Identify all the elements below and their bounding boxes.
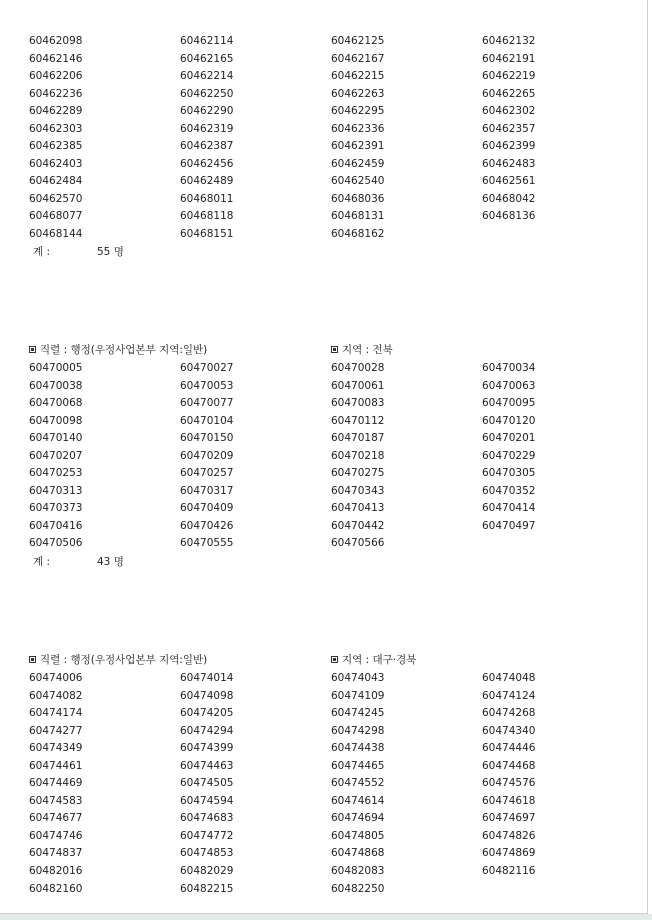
id-cell: 60470028	[331, 362, 385, 374]
id-cell: 60470343	[331, 484, 385, 497]
region-label: 지역 : 대구·경북	[342, 654, 417, 666]
total-label: 계 :	[33, 246, 51, 258]
id-cell: 60474614	[331, 794, 385, 807]
id-cell: 60470352	[482, 484, 536, 497]
id-cell: 60462489	[180, 175, 234, 188]
id-cell: 60474399	[180, 742, 234, 755]
id-cell: 60468118	[180, 210, 234, 223]
id-cell: 60474505	[180, 777, 234, 790]
id-cell: 60474438	[331, 742, 385, 755]
id-cell: 60462387	[180, 140, 234, 153]
id-cell: 60474043	[331, 672, 385, 684]
id-cell: 60470218	[331, 449, 385, 462]
id-cell: 60470313	[29, 484, 83, 497]
id-cell: 60474205	[180, 707, 234, 720]
id-cell: 60474583	[29, 794, 83, 807]
id-cell: 60470426	[180, 519, 234, 532]
id-cell: 60474576	[482, 777, 536, 790]
id-cell: 60470120	[482, 414, 536, 427]
id-cell: 60462385	[29, 140, 83, 153]
id-cell: 60474694	[331, 812, 385, 825]
id-cell: 60468162	[331, 228, 385, 241]
id-cell: 60470201	[482, 432, 536, 445]
id-cell: 60474853	[180, 847, 234, 860]
id-cell: 60470005	[29, 362, 83, 374]
id-cell: 60468131	[331, 210, 385, 223]
id-cell: 60474837	[29, 847, 83, 860]
id-cell: 60470209	[180, 449, 234, 462]
id-cell: 60462459	[331, 157, 385, 170]
id-cell: 60470442	[331, 519, 385, 532]
id-cell: 60474048	[482, 672, 536, 684]
id-cell: 60470409	[180, 502, 234, 515]
id-cell: 60462456	[180, 157, 234, 170]
id-cell: 60470555	[180, 537, 234, 550]
total-row	[33, 244, 124, 259]
id-cell: 60474869	[482, 847, 536, 860]
id-cell: 60470187	[331, 432, 385, 445]
id-cell: 60462399	[482, 140, 536, 153]
id-cell: 60462125	[331, 35, 385, 47]
id-cell: 60474174	[29, 707, 83, 720]
id-cell: 60470063	[482, 379, 536, 392]
id-cell: 60470034	[482, 362, 536, 374]
id-cell: 60474772	[180, 829, 234, 842]
id-cell: 60470095	[482, 397, 536, 410]
region-label: 지역 : 전북	[342, 344, 393, 356]
id-cell: 60474461	[29, 759, 83, 772]
id-cell: 60462214	[180, 70, 234, 83]
id-cell: 60468036	[331, 192, 385, 205]
id-cell: 60474268	[482, 707, 536, 720]
id-cell: 60462295	[331, 105, 385, 118]
id-cell: 60470027	[180, 362, 234, 374]
id-cell: 60470414	[482, 502, 536, 515]
id-cell: 60474109	[331, 689, 385, 702]
id-cell: 60474826	[482, 829, 536, 842]
id-cell: 60470305	[482, 467, 536, 480]
total-count: 43 명	[97, 556, 124, 568]
id-cell: 60470566	[331, 537, 385, 550]
id-cell: 60474677	[29, 812, 83, 825]
id-cell: 60470275	[331, 467, 385, 480]
id-cell: 60474594	[180, 794, 234, 807]
id-cell: 60474098	[180, 689, 234, 702]
id-cell: 60474552	[331, 777, 385, 790]
id-cell: 60462132	[482, 35, 536, 47]
id-cell: 60470112	[331, 414, 385, 427]
id-cell: 60470140	[29, 432, 83, 445]
total-count: 55 명	[97, 246, 124, 258]
id-cell: 60482250	[331, 882, 385, 895]
id-cell: 60474006	[29, 672, 83, 684]
page-border	[647, 0, 648, 913]
id-cell: 60468136	[482, 210, 536, 223]
id-cell: 60462540	[331, 175, 385, 188]
id-cell: 60482016	[29, 865, 83, 878]
id-cell: 60468151	[180, 228, 234, 241]
section-header-right	[331, 652, 416, 667]
id-cell: 60462236	[29, 87, 83, 100]
square-bullet-icon	[29, 656, 36, 663]
id-cell: 60462265	[482, 87, 536, 100]
id-cell: 60474465	[331, 759, 385, 772]
id-cell: 60462336	[331, 122, 385, 135]
id-cell: 60462250	[180, 87, 234, 100]
total-label: 계 :	[33, 556, 51, 568]
id-cell: 60482029	[180, 865, 234, 878]
id-cell: 60470416	[29, 519, 83, 532]
id-cell: 60462561	[482, 175, 536, 188]
id-cell: 60462302	[482, 105, 536, 118]
id-cell: 60462263	[331, 87, 385, 100]
id-cell: 60474446	[482, 742, 536, 755]
id-cell: 60470150	[180, 432, 234, 445]
id-cell: 60470317	[180, 484, 234, 497]
id-cell: 60474298	[331, 724, 385, 737]
id-cell: 60474463	[180, 759, 234, 772]
id-cell: 60462206	[29, 70, 83, 83]
id-cell: 60462483	[482, 157, 536, 170]
id-cell: 60470068	[29, 397, 83, 410]
id-cell: 60482116	[482, 865, 536, 878]
id-cell: 60474468	[482, 759, 536, 772]
id-cell: 60474868	[331, 847, 385, 860]
id-cell: 60462289	[29, 105, 83, 118]
id-cell: 60462403	[29, 157, 83, 170]
id-cell: 60482083	[331, 865, 385, 878]
id-grid	[29, 34, 633, 245]
page-gap	[0, 914, 652, 920]
square-bullet-icon	[331, 346, 338, 353]
id-cell: 60470413	[331, 502, 385, 515]
id-cell: 60474245	[331, 707, 385, 720]
section-header-right	[331, 342, 393, 357]
id-cell: 60470061	[331, 379, 385, 392]
id-cell: 60470373	[29, 502, 83, 515]
id-cell: 60474294	[180, 724, 234, 737]
id-cell: 60470083	[331, 397, 385, 410]
id-cell: 60470098	[29, 414, 83, 427]
id-cell: 60474746	[29, 829, 83, 842]
id-cell: 60462219	[482, 70, 536, 83]
id-cell: 60470104	[180, 414, 234, 427]
id-cell: 60474014	[180, 672, 234, 684]
id-cell: 60474618	[482, 794, 536, 807]
id-cell: 60462215	[331, 70, 385, 83]
id-cell: 60468011	[180, 192, 234, 205]
id-cell: 60470077	[180, 397, 234, 410]
id-cell: 60462484	[29, 175, 83, 188]
id-cell: 60462191	[482, 52, 536, 65]
id-cell: 60470257	[180, 467, 234, 480]
id-cell: 60470038	[29, 379, 83, 392]
id-grid	[29, 361, 633, 554]
id-cell: 60474082	[29, 689, 83, 702]
id-cell: 60474469	[29, 777, 83, 790]
id-cell: 60462570	[29, 192, 83, 205]
id-grid	[29, 671, 633, 899]
id-cell: 60474349	[29, 742, 83, 755]
total-row	[33, 554, 124, 569]
id-cell: 60482160	[29, 882, 83, 895]
id-cell: 60470497	[482, 519, 536, 532]
section-header-left	[29, 342, 207, 357]
id-cell: 60470253	[29, 467, 83, 480]
id-cell: 60462290	[180, 105, 234, 118]
id-cell: 60462114	[180, 35, 234, 47]
job-series-label: 직렬 : 행정(우정사업본부 지역:일반)	[40, 654, 208, 666]
id-cell: 60474697	[482, 812, 536, 825]
id-cell: 60462167	[331, 52, 385, 65]
id-cell: 60462357	[482, 122, 536, 135]
id-cell: 60468042	[482, 192, 536, 205]
id-cell: 60462319	[180, 122, 234, 135]
id-cell: 60462098	[29, 35, 83, 47]
square-bullet-icon	[29, 346, 36, 353]
id-cell: 60470053	[180, 379, 234, 392]
id-cell: 60474277	[29, 724, 83, 737]
id-cell: 60462165	[180, 52, 234, 65]
id-cell: 60468077	[29, 210, 83, 223]
id-cell: 60474683	[180, 812, 234, 825]
id-cell: 60462146	[29, 52, 83, 65]
id-cell: 60470229	[482, 449, 536, 462]
id-cell: 60474124	[482, 689, 536, 702]
id-cell: 60474340	[482, 724, 536, 737]
section-header-left	[29, 652, 207, 667]
job-series-label: 직렬 : 행정(우정사업본부 지역:일반)	[40, 344, 208, 356]
id-cell: 60474805	[331, 829, 385, 842]
id-cell: 60470207	[29, 449, 83, 462]
id-cell: 60468144	[29, 228, 83, 241]
id-cell: 60482215	[180, 882, 234, 895]
id-cell: 60462303	[29, 122, 83, 135]
id-cell: 60462391	[331, 140, 385, 153]
square-bullet-icon	[331, 656, 338, 663]
id-cell: 60470506	[29, 537, 83, 550]
